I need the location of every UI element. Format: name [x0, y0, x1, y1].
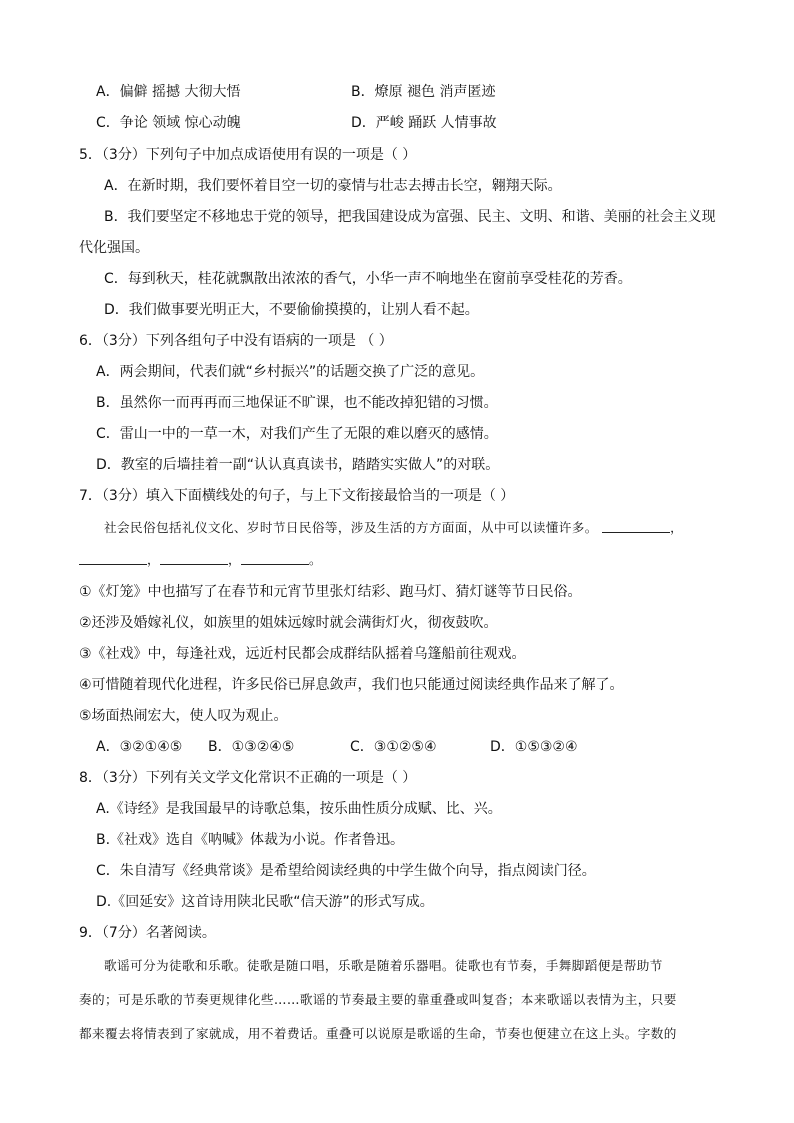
q7-option-d[interactable]: D．①⑤③②④: [490, 739, 578, 755]
q7-passage-line-1: [104, 518, 683, 538]
q7-comma-2: ，: [147, 552, 160, 567]
q5-option-b[interactable]: B．我们要坚定不移地忠于党的领导，把我国建设成为富强、民主、文明、和谐、美丽的社会主义现: [104, 209, 716, 225]
q4-option-d[interactable]: D．严峻 踊跃 人情事故: [351, 115, 497, 131]
q7-sentence-1: ①《灯笼》中也描写了在春节和元宵节里张灯结彩、跑马灯、猜灯谜等节日民俗。: [79, 584, 582, 600]
q7-sentence-4: ④可惜随着现代化进程，许多民俗已屏息敛声，我们也只能通过阅读经典作品来了解了。: [79, 677, 624, 693]
q5-option-b-continued: 代化强国。: [79, 240, 149, 256]
q6-stem: 6．（3分）下列各组句子中没有语病的一项是 （ ）: [79, 333, 393, 349]
q6-option-a[interactable]: A．两会期间，代表们就“乡村振兴”的话题交换了广泛的意见。: [96, 364, 485, 380]
q7-comma-3: ，: [228, 552, 241, 567]
q8-option-d[interactable]: D.《回延安》这首诗用陕北民歌“信天游”的形式写成。: [96, 894, 434, 910]
q7-option-a[interactable]: A．③②①④⑤: [96, 739, 183, 755]
q4-options-row-1: [96, 82, 716, 102]
q4-option-a[interactable]: A．偏僻 摇撼 大彻大悟: [96, 84, 241, 100]
q9-passage-line-3: 都来覆去将情表到了家就成，用不着费话。重叠可以说原是歌谣的生命，节奏也便建立在这上头。字数的: [79, 1026, 677, 1041]
q4-option-c[interactable]: C．争论 领域 惊心动魄: [96, 115, 241, 131]
q7-period: 。: [309, 552, 322, 567]
q7-option-b[interactable]: B．①③②④⑤: [208, 739, 295, 755]
q7-sentence-2: ②还涉及婚嫁礼仪，如族里的姐妹远嫁时就会满街灯火，彻夜鼓吹。: [79, 615, 498, 631]
q6-option-b[interactable]: B．虽然你一而再再而三地保证不旷课，也不能改掉犯错的习惯。: [96, 395, 498, 411]
q9-passage-line-1: 歌谣可分为徒歌和乐歌。徒歌是随口唱，乐歌是随着乐器唱。徒歌也有节奏，手舞脚蹈便是帮助节: [104, 958, 663, 973]
q8-stem: 8．（3分）下列有关文学文化常识不正确的一项是（ ）: [79, 770, 417, 786]
q7-passage-line-2: [79, 550, 322, 570]
q8-option-a[interactable]: A.《诗经》是我国最早的诗歌总集，按乐曲性质分成赋、比、兴。: [96, 801, 502, 817]
q7-sentence-5: ⑤场面热闹宏大，使人叹为观止。: [79, 708, 288, 724]
q5-stem: 5．（3分）下列句子中加点成语使用有误的一项是（ ）: [79, 147, 417, 163]
q9-stem: 9．（7分）名著阅读。: [79, 925, 216, 941]
q8-option-c[interactable]: C．朱自清写《经典常谈》是希望给阅读经典的中学生做个向导，指点阅读门径。: [96, 863, 596, 879]
q7-blank-1[interactable]: [602, 518, 670, 533]
q6-option-c[interactable]: C．雷山一中的一草一木，对我们产生了无限的难以磨灭的感情。: [96, 426, 498, 442]
q4-option-b[interactable]: B．燎原 褪色 消声匿迹: [351, 84, 496, 100]
q5-option-a[interactable]: A．在新时期，我们要怀着目空一切的豪情与壮志去搏击长空，翱翔天际。: [104, 178, 562, 194]
q7-comma-1: ，: [670, 520, 684, 535]
q8-option-b[interactable]: B.《社戏》选自《呐喊》体裁为小说。作者鲁迅。: [96, 832, 405, 848]
q7-sentence-3: ③《社戏》中，每逢社戏，远近村民都会成群结队摇着乌篷船前往观戏。: [79, 646, 526, 662]
q5-option-d[interactable]: D．我们做事要光明正大，不要偷偷摸摸的，让别人看不起。: [104, 302, 479, 318]
q7-blank-2[interactable]: [79, 550, 147, 565]
q7-passage-text: 社会民俗包括礼仪文化、岁时节日民俗等，涉及生活的方方面面，从中可以读懂许多。: [104, 520, 598, 535]
q7-blank-3[interactable]: [160, 550, 228, 565]
q7-options-row: [96, 737, 636, 757]
q7-option-c[interactable]: C．③①②⑤④: [350, 739, 437, 755]
q7-blank-4[interactable]: [241, 550, 309, 565]
q7-stem: 7．（3分）填入下面横线处的句子，与上下文衔接最恰当的一项是（ ）: [79, 488, 515, 504]
q4-options-row-2: [96, 113, 716, 133]
q5-option-c[interactable]: C．每到秋天，桂花就飘散出浓浓的香气，小华一声不响地坐在窗前享受桂花的芳香。: [104, 271, 632, 287]
q9-passage-line-2: 奏的；可是乐歌的节奏更规律化些……歌谣的节奏最主要的靠重叠或叫复沓；本来歌谣以表情为主，只要: [79, 992, 677, 1007]
q6-option-d[interactable]: D．教室的后墙挂着一副“认认真真读书，踏踏实实做人”的对联。: [96, 457, 500, 473]
